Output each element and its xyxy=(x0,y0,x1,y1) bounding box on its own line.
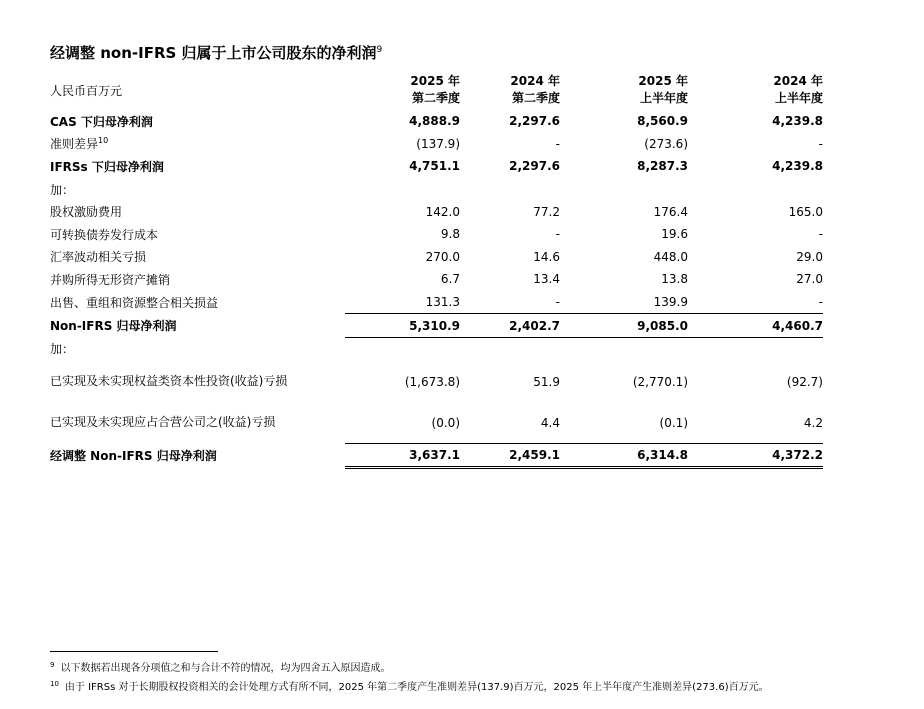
row-label: CAS 下归母净利润 xyxy=(50,114,153,129)
row-value: 142.0 xyxy=(425,204,460,219)
row-label-text: 准则差异 xyxy=(50,137,99,152)
column-header-year: 2025 年 xyxy=(638,74,688,88)
row-value: (273.6) xyxy=(644,136,688,151)
row-value: 4.4 xyxy=(540,415,560,430)
footnote xyxy=(50,678,769,693)
row-label: 已实现及未实现应占合营公司之(收益)亏损 xyxy=(50,415,276,430)
row-label: IFRSs 下归母净利润 xyxy=(50,159,164,174)
row-value: - xyxy=(818,136,823,151)
row-label: 股权激励费用 xyxy=(50,205,123,220)
footnote-number: 10 xyxy=(50,679,59,688)
row-value: 270.0 xyxy=(425,249,460,264)
table-row xyxy=(50,268,823,291)
row-value: 3,637.1 xyxy=(345,443,460,468)
row-value: (0.0) xyxy=(431,415,460,430)
row-value: 2,402.7 xyxy=(460,314,560,338)
row-value: 5,310.9 xyxy=(345,314,460,338)
column-header-period: 上半年度 xyxy=(774,91,823,105)
row-value: (2,770.1) xyxy=(632,374,688,389)
table-row xyxy=(50,291,823,314)
row-label: 并购所得无形资产摊销 xyxy=(50,272,171,287)
row-value: (92.7) xyxy=(786,374,823,389)
row-value: - xyxy=(555,295,560,310)
row-label xyxy=(50,133,345,156)
row-value: 448.0 xyxy=(653,249,688,264)
row-value: - xyxy=(555,136,560,151)
row-label: 可转换债券发行成本 xyxy=(50,227,159,242)
row-value: (1,673.8) xyxy=(404,374,460,389)
column-header xyxy=(460,70,560,110)
row-value: 2,459.1 xyxy=(460,443,560,468)
table-row xyxy=(50,223,823,246)
row-value: 4,239.8 xyxy=(772,159,823,174)
row-value: 4,239.8 xyxy=(772,114,823,129)
footnote xyxy=(50,659,390,674)
table-row xyxy=(50,200,823,223)
row-value: 165.0 xyxy=(788,204,823,219)
row-label: 经调整 Non-IFRS 归母净利润 xyxy=(50,448,217,463)
page-title xyxy=(50,42,382,63)
row-value: 4.2 xyxy=(803,415,823,430)
row-value: - xyxy=(818,295,823,310)
footnote-text: 以下数据若出现各分项值之和与合计不符的情况，均为四舍五入原因造成。 xyxy=(60,663,391,674)
title-text: 经调整 non-IFRS 归属于上市公司股东的净利润 xyxy=(50,44,377,62)
row-value: (137.9) xyxy=(416,136,460,151)
row-value: - xyxy=(818,227,823,242)
table-row xyxy=(50,403,823,444)
row-value: 9.8 xyxy=(440,227,460,242)
column-header xyxy=(345,70,460,110)
row-value: 29.0 xyxy=(796,249,823,264)
row-value: - xyxy=(555,227,560,242)
row-value: 8,287.3 xyxy=(637,159,688,174)
row-value: 4,751.1 xyxy=(409,159,460,174)
table-row xyxy=(50,178,823,201)
table-row xyxy=(50,443,823,468)
row-value: 4,372.2 xyxy=(688,443,823,468)
footnote-divider xyxy=(50,651,218,652)
column-header-year: 2025 年 xyxy=(410,74,460,88)
row-label: 加： xyxy=(50,182,75,197)
table-row xyxy=(50,337,823,360)
row-value: 13.4 xyxy=(533,272,560,287)
table-header-row xyxy=(50,70,823,110)
row-value: 6.7 xyxy=(440,272,460,287)
row-value: 131.3 xyxy=(425,295,460,310)
table-row xyxy=(50,246,823,269)
row-label: 汇率波动相关亏损 xyxy=(50,250,147,265)
row-value: 2,297.6 xyxy=(509,159,560,174)
financial-table xyxy=(50,70,823,469)
table-row xyxy=(50,110,823,133)
row-value: 4,888.9 xyxy=(409,114,460,129)
footnote-text: 由于 IFRSs 对于长期股权投资相关的会计处理方式有所不同，2025 年第二季度产生准则差异(137.9)百万元，2025 年上半年度产生准则差异(273.6)百万元。 xyxy=(64,682,769,693)
column-header-year: 2024 年 xyxy=(773,74,823,88)
row-value: 13.8 xyxy=(661,272,688,287)
row-value: 6,314.8 xyxy=(560,443,688,468)
row-value: 176.4 xyxy=(653,204,688,219)
row-value: 77.2 xyxy=(533,204,560,219)
unit-label: 人民币百万元 xyxy=(50,83,123,98)
footnote-ref: 10 xyxy=(98,136,109,146)
row-value: 2,297.6 xyxy=(509,114,560,129)
column-header-period: 第二季度 xyxy=(411,91,460,105)
row-value: 51.9 xyxy=(533,374,560,389)
row-value: 27.0 xyxy=(796,272,823,287)
table-row xyxy=(50,361,823,403)
row-label: 加： xyxy=(50,342,75,357)
row-label: 已实现及未实现权益类资本性投资(收益)亏损 xyxy=(50,374,288,389)
table-row xyxy=(50,133,823,156)
row-value: (0.1) xyxy=(659,415,688,430)
row-value: 19.6 xyxy=(661,227,688,242)
row-label: 出售、重组和资源整合相关损益 xyxy=(50,295,219,310)
row-value: 139.9 xyxy=(653,295,688,310)
row-value: 4,460.7 xyxy=(688,314,823,338)
column-header-period: 上半年度 xyxy=(639,91,688,105)
row-value: 14.6 xyxy=(533,249,560,264)
footnote-number: 9 xyxy=(50,660,55,669)
column-header-period: 第二季度 xyxy=(511,91,560,105)
column-header xyxy=(560,70,688,110)
table-row xyxy=(50,314,823,338)
title-footnote-ref: 9 xyxy=(376,45,383,55)
row-value: 9,085.0 xyxy=(560,314,688,338)
table-row xyxy=(50,155,823,178)
row-value: 8,560.9 xyxy=(637,114,688,129)
column-header xyxy=(688,70,823,110)
column-header-year: 2024 年 xyxy=(510,74,560,88)
row-label: Non-IFRS 归母净利润 xyxy=(50,319,177,334)
